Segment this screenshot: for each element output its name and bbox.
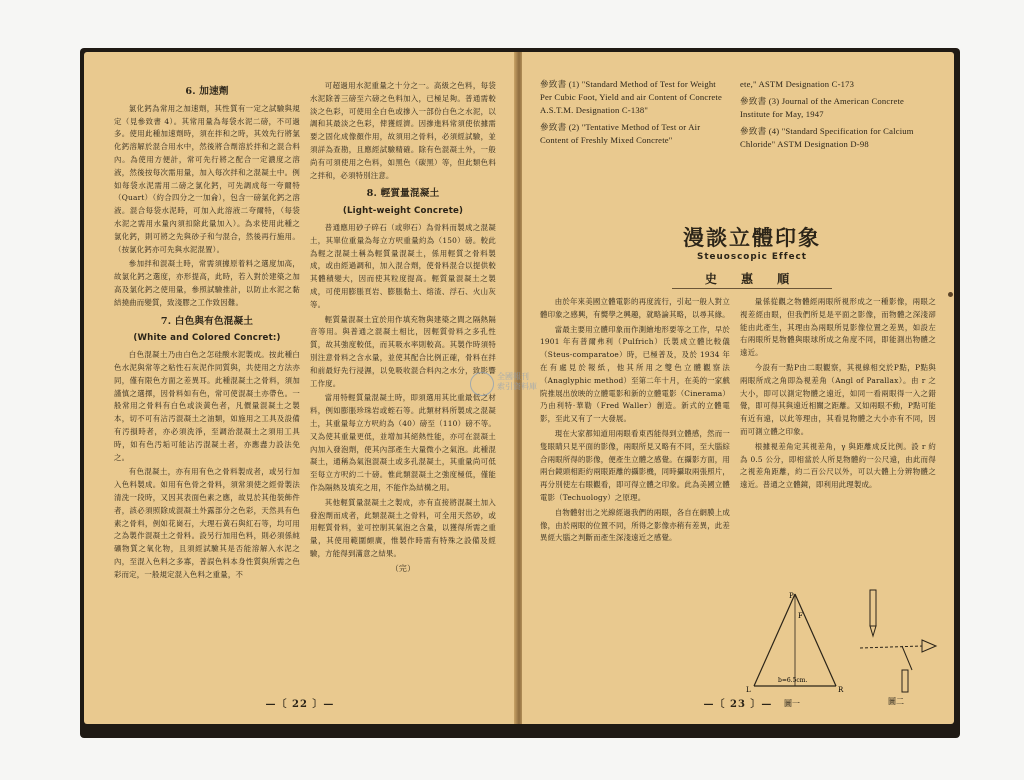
article-author: 史 惠 順 [704,272,800,286]
right-page [522,52,954,724]
paragraph: 可超過用水泥重量之十分之一。高級之色料，每袋水泥除普三磅至六磅之色料加入，已極足夠。普通需較淡之色彩，可使用全白色或摻入一部份白色之水泥，以調和其最淡之色彩，俾獲經濟。因摻進料常須使依據需要之固化成像顏作用，故須用之骨料，必須經試驗，並須詳為查勘，且應經試驗精確。除有色混凝土外，一般尚有可須使用之色料，如黑色（碳黑）等，但此類色料之拌和，必須特別注意。 [310,81,496,180]
page-number-right: —〔 23 〕— [703,699,773,710]
fig1-label-f: F [798,612,803,620]
fig1-caption: 圖一 [784,699,800,708]
right-column-2 [740,296,936,582]
left-column-2 [310,80,496,575]
paragraph: 白色混凝土乃由白色之怎硅酸水泥製成。按此種白色水泥與常等之粘性石灰泥作同質與，共使用之方法亦同，僅有限色方面之差異耳。此種混凝土之骨料，須加謹慎之選擇，因骨料如有色，常可使混凝土亦帶色。一般常用之骨料有白色或淡黃色者，凡價量混凝土之製本，切不可有沾汚混凝土之油類，如施用之工具及設備有汚損時者，亦必須洗淨，至調治混凝土之須用工具時，如有色汚垢可能沾汚混凝土者，亦應盡力設法免之。 [114,350,300,462]
reference: 參致書 (3) Journal of the American Concrete Institute for May, 1947 [740,96,905,119]
end-mark: （完） [390,563,416,573]
watermark-line-2: 索引資料庫 [497,382,537,391]
page-number-left: —〔 22 〕— [265,699,335,710]
paragraph: 當最主要用立體印象而作測繪地形要等之工作，早於 1901 年有普爾弗利（Pulfrich）氏製成立體比較儀（Steus-comparatoe）時，已極普及，及於 1934 年在有處見於報紙，他其所用之雙色立體觀察法（Anaglyphic method）至第二年十月，在美的一家戲院推展出放映的立體電影和新的立體電影（Cinerama）乃由利特·華勒（Fred Waller）創造。新式的立體電影，至此又有了一大發展。 [540,324,730,424]
title-rule [672,288,832,289]
article-subtitle: Steuoscopic Effect [697,252,807,262]
fig1-label-p: P [789,592,794,600]
paragraph: 其他輕質量混凝土之製成，亦有直接將混凝土加入發泡劑而成者，此類混凝土之骨料，可全用天然砂，或用輕質骨料，並可控制其氣泡之含量，以獲得所需之重量，其使用範圍頗廣，惟製作時需有特殊之設備及經驗，方能得到滿意之結果。 [310,497,496,558]
reference: 參致書 (4) "Standard Specification for Calcium Chloride" ASTM Designation D-98 [740,126,914,149]
reference: 參致書 (2) "Tentative Method of Test or Air Content of Freshly Mixed Concrete" [540,122,701,145]
binding-hole [948,292,953,297]
right-column-1 [540,296,730,686]
paragraph: 普通應用砂子碎石（或卵石）為骨料而製成之混凝土，其單位重量為每立方呎重量約為（150）磅。較此為輕之混凝土稱為輕質量混凝土，係用輕質之骨料製成，或由經過調和，加入混合劑，使骨料混合以提供較其體積變大，因而使其粒度提高。輕質量混凝土之製成，可使用膨脹頁岩、膨脹黏土、熔渣、浮石、火山灰等。 [310,222,496,309]
paragraph: 當用特輕質量混凝土時，即須選用其比重最低之材料，例如膨脹珍珠岩或蛭石等。此類材料所製成之混凝土，其重量每立方呎約為（40）磅至（110）磅不等。又為使其重量更低，並增加其絕熱性能，亦可在混凝土內加入發泡劑，使其內部產生大量微小之氣泡。此種混凝土，通稱為氣泡混凝土或多孔混凝土，其重量尚可低至每立方呎約二十磅。惟此類混凝土之強度極低，僅能作為隔熱及填充之用，不能作為結構之用。 [310,393,496,492]
reference: ete," ASTM Designation C-173 [740,79,855,89]
references-right [740,78,936,155]
section-heading: 8. 輕質量混凝土 [366,188,440,200]
paragraph: 參加拌和混凝土時，常需須據原着料之選度加高，故氯化鈣之選度，亦形提高，此時，若入對於建築之加高及氯化鈣之使用量，參照試驗推計，以防止水泥之黏結撓曲而變質，致淺膠之工作致因難。 [114,259,300,307]
watermark-line-1: 全國報刊 [497,372,529,381]
paragraph: 根據視差角定其視差角，γ 與距離成反比例。設 r 約為 0.5 公分，即相當於人所見物體約一公尺遠，由此而得之視差角距離，約二百公尺以外，可以大體上分辨物體之遠近。普通之立體鏡，即利用此理製成。 [740,441,936,490]
section-heading: 7. 白色與有色混凝土 [160,315,254,327]
paragraph: 現在大家都知道用兩眼看東西能得到立體感，然而一隻眼睛只見平面的影像，兩眼所見又略有不同，至大腦綜合兩眼所得的影像，便產生立體之感覺。在攝影方面，用兩台鏡頭相距約兩眼距離的攝影機，同時攝取兩張照片，再分別使左右眼觀看，即可得立體之印象。此為美國立體電影（Techuology）之原理。 [540,428,730,502]
left-column-1 [114,80,300,583]
fig1-label-distance: b=6.5cm. [778,677,808,684]
paragraph: 氯化鈣為常用之加速劑，其性質有一定之試驗與規定（見參致書 4）。其常用量為每袋水泥二磅，不可過多。使用此種加速劑時，須在拌和之時，其效先行將氯化鈣溶解於混合用水中，然後將合劑溶於拌和之混合料內。為使用方便計，常可先行將之配合一定濃度之溶液，然後按每次需用量，加入每次拌和之混凝土中。例如每袋水泥需用二磅之氯化鈣，可先調成每一夸爾特（Quart）（約合四分之一加侖），包含一磅氯化鈣之溶液。混合每袋水泥時，可加入此溶液二夸爾特，（每袋水泥之需用水量內須扣除此量加入）。為求使用此種之氯化鈣，則可將之先與砂子和勻混合，然後再行施用。（按氯化鈣亦可先與水泥混置）。 [114,103,300,254]
library-watermark [470,372,548,402]
paragraph: 有色混凝土，亦有用有色之骨料製成者，或另行加入色料製成。如用有色骨之骨料，須常須使之經骨製法清洗一段時，又因其表面色素之應，故見於其他裝飾件者，該必須照除成混凝土外露部分之色彩，天然具有色素之骨料，例如花崗石，大理石黃石與紅石等，均可用之為製作混凝土之骨料。設另行加用色料，則必須係純礦物質之氧化物，且須經試驗其是否能溶解入水泥之內，至混入色料之多寡，普誤色料本身性質與所需之色彩而定，一般規定混入色料之重量，不 [114,467,300,579]
paragraph: 今設有一點P由二眼觀察，其視線相交於P點，P點與兩眼所成之角即為視差角（Angl of Parallax）。由 r 之大小，即可以測定物體之遠近，如同一看兩眼得一入之錯覺，即可得其與遠近相關之距離。又如兩眼不動，P點可能有近有遠，以此等理由，其看見物體之大小亦有不同，因而可測立體之印象。 [740,362,936,436]
paragraph: 由於年來美國立體電影的再度流行，引起一般人對立體印象之感興，有嚮學之興趣，就略論其略，以尋其緣。 [540,297,730,319]
fig2-caption: 圖二 [888,697,904,706]
paragraph: 自物體射出之光線經過我們的兩眼，各自在網膜上成像，由於兩眼的位置不同，所得之影像亦稍有差異，此差異經大腦之判斷而產生深淺遠近之感覺。 [540,507,730,543]
watermark-logo-icon [470,372,494,396]
fig1-label-l: L [746,686,751,694]
figure-2-pencils [852,586,938,710]
section-heading: 6. 加速劑 [185,86,229,97]
left-page [84,52,516,724]
fig1-label-r: R [838,686,844,694]
reference: 參致書 (1) "Standard Method of Test for Weight Per Cubic Foot, Yield and air Content of Concrete A.S.T.M. Designation C-138" [540,79,723,115]
section-heading-en: (Light-weight Concrete) [342,206,464,217]
section-heading-en: (White and Colored Concret:) [133,333,281,344]
references-left [540,78,730,151]
article-title: 漫談立體印象 [683,225,821,250]
paragraph: 量係從觀之物體經兩眼所視形成之一種影像，兩眼之視差經由眼，但我們所見是平面之影像，而物體之深淺卻能由此產生，其理由為兩眼所見影像位置之差異，如設左右兩眼所見物體與眼球所成之角度不同，即能測出物體之遠近。 [740,297,936,358]
paragraph: 輕質量混凝土宜於用作填充物與建築之間之隔熱隔音等用。與普通之混凝土相比，因輕質骨料之多孔性質，故其強度較低，而其吸水率則較高。其製作時須特別注意骨料之含水量，並使其配合比例正確，骨料在拌和前最好先行浸濕，以免吸收混合料內之水分，致影響工作度。 [310,314,496,388]
figure-1-parallax-triangle [740,588,850,710]
